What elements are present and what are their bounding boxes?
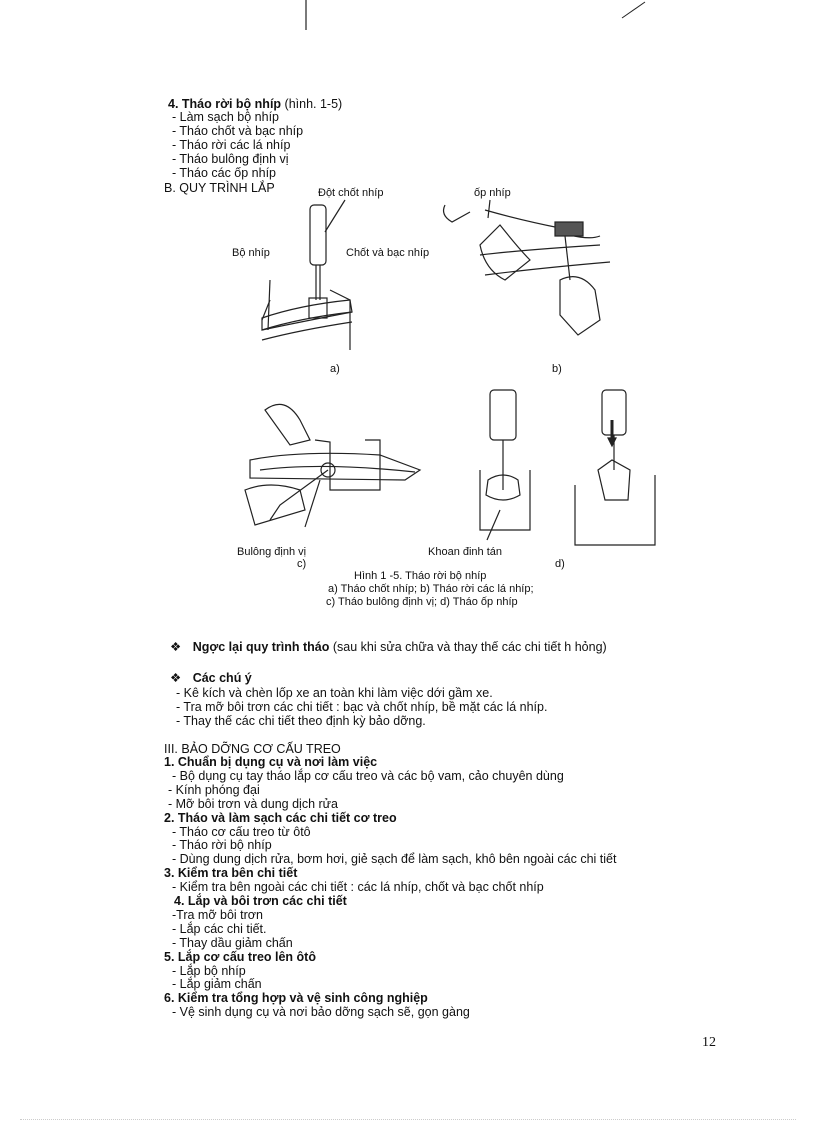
section3-item: - Lắp các chi tiết.	[172, 921, 267, 936]
section3-item: - Lắp bộ nhíp	[172, 963, 246, 978]
bullet-ngoc-lai	[170, 640, 607, 654]
bullet-symbol: ❖	[170, 671, 182, 685]
section4-item: - Tháo các ốp nhíp	[172, 166, 277, 180]
section3-item: - Tháo cơ cấu treo từ ôtô	[172, 824, 311, 839]
label-bo-nhip: Bộ nhíp	[232, 247, 270, 259]
section3-item: - Lắp giảm chấn	[172, 977, 262, 992]
section4-item: - Tháo bulông định vị	[172, 152, 289, 166]
label-panel-a: a)	[330, 363, 340, 375]
label-op-nhip: ốp nhíp	[474, 187, 511, 199]
page-number: 12	[702, 1035, 716, 1050]
panel-c-illustration	[245, 404, 420, 527]
section3-item: - Dùng dung dịch rửa, bơm hơi, giẻ sạch để làm sạch, khô bên ngoài các chi tiết	[172, 852, 617, 867]
section4-heading: 4. Tháo rời bộ nhíp	[168, 97, 282, 111]
section-b-heading: B. QUY TRÌNH LẮP	[164, 181, 275, 195]
panel-d-illustration	[480, 390, 655, 545]
note-item: - Thay thế các chi tiết theo định kỳ bảo dỡng.	[176, 714, 426, 728]
panel-b-illustration	[444, 200, 610, 335]
section3-item: - Mỡ bôi trơn và dung dịch rửa	[168, 796, 338, 811]
panel-a-illustration	[262, 200, 352, 350]
section3-subheading: 5. Lắp cơ cấu treo lên ôtô	[164, 949, 316, 964]
bullet-rest: (sau khi sửa chữa và thay thế các chi tiết h hỏng)	[332, 640, 607, 654]
section3-item: -Tra mỡ bôi trơn	[172, 907, 263, 922]
section3-item: - Bộ dụng cụ tay tháo lắp cơ cấu treo và các bộ vam, cảo chuyên dùng	[172, 768, 564, 783]
bottom-dotted-rule	[20, 1119, 796, 1120]
section3-heading: III. BẢO DỠNG CƠ CẤU TREO	[164, 742, 341, 756]
section4-item: - Tháo chốt và bạc nhíp	[172, 124, 304, 138]
section3-subheading: 2. Tháo và làm sạch các chi tiết cơ treo	[164, 810, 397, 825]
section4-item: - Làm sạch bộ nhíp	[172, 110, 280, 124]
section4-item: - Tháo rời các lá nhíp	[172, 138, 291, 152]
label-panel-b: b)	[552, 363, 562, 375]
bullet-symbol: ❖	[170, 640, 182, 654]
section3-item: - Kính phóng đại	[168, 782, 260, 797]
bullet-title: Các chú ý	[192, 671, 252, 685]
section3-item: - Tháo rời bộ nhíp	[172, 838, 272, 853]
section3-item: - Vệ sinh dụng cụ và nơi bảo dỡng sạch sẽ, gọn gàng	[172, 1005, 470, 1020]
label-bulong: Bulông định vị	[237, 546, 307, 558]
label-chot-bac-nhip: Chốt và bạc nhíp	[346, 247, 430, 259]
section3-item: - Kiểm tra bên ngoài các chi tiết : các lá nhíp, chốt và bạc chốt nhíp	[172, 880, 544, 895]
label-dot-chot-nhip: Đột chốt nhíp	[318, 187, 384, 199]
note-item: - Kê kích và chèn lốp xe an toàn khi làm việc dới gầm xe.	[176, 686, 493, 700]
figure-caption-title: Hình 1 -5. Tháo rời bộ nhíp	[354, 570, 487, 582]
section3-subheading: 3. Kiểm tra bên chi tiết	[164, 866, 298, 881]
figure-caption-line1: a) Tháo chốt nhíp; b) Tháo rời các lá nhíp;	[328, 583, 534, 595]
label-panel-d: d)	[555, 558, 565, 570]
note-item: - Tra mỡ bôi trơn các chi tiết : bạc và chốt nhíp, bề mặt các lá nhíp.	[176, 700, 548, 714]
section3-subheading: 4. Lắp và bôi trơn các chi tiết	[174, 894, 347, 908]
bullet-cac-chu-y	[170, 671, 252, 685]
section4-ref: (hình. 1-5)	[284, 97, 343, 111]
section3-subheading: 6. Kiểm tra tổng hợp và vệ sinh công nghiệp	[164, 991, 428, 1006]
section3-item: - Thay dầu giảm chấn	[172, 935, 293, 950]
label-panel-c: c)	[297, 558, 307, 570]
section3-subheading: 1. Chuẩn bị dụng cụ và nơi làm việc	[164, 755, 378, 769]
label-khoan: Khoan đinh tán	[428, 546, 503, 558]
figure-caption-line2: c) Tháo bulông định vị; d) Tháo ốp nhíp	[326, 596, 518, 608]
bullet-title: Ngợc lại quy trình tháo	[192, 640, 330, 654]
